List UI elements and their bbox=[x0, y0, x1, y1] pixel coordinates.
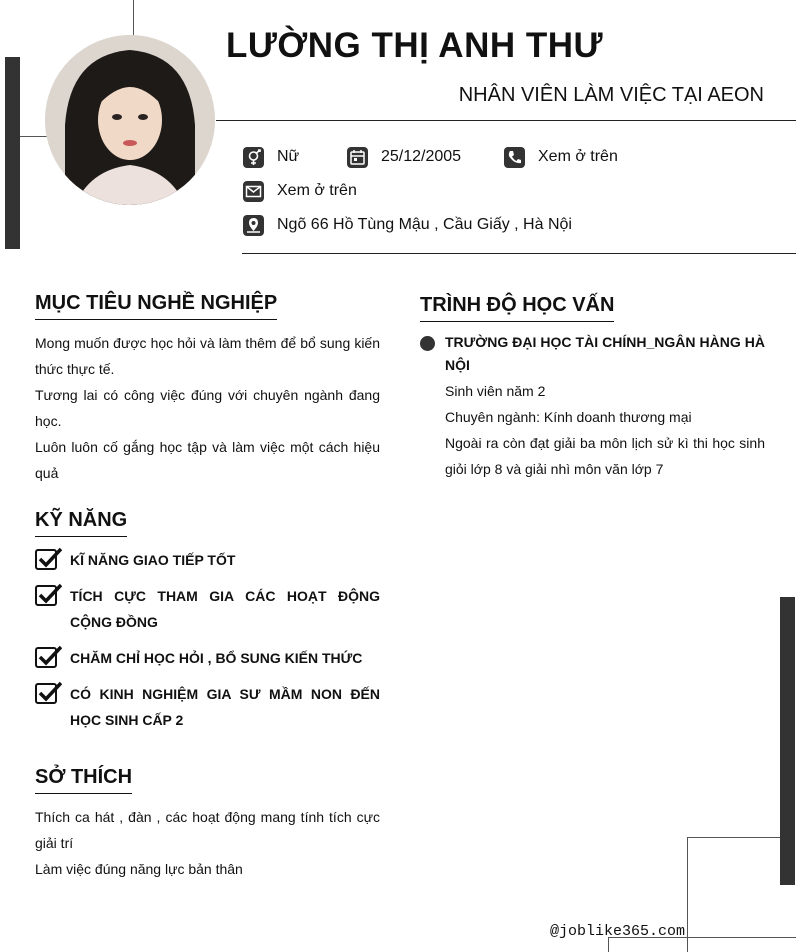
right-accent-bar bbox=[780, 597, 795, 885]
education-detail: Chuyên ngành: Kính doanh thương mại bbox=[445, 409, 692, 425]
bullet-dot-icon bbox=[420, 336, 435, 351]
top-vertical-line bbox=[133, 0, 134, 40]
header-divider bbox=[216, 120, 796, 121]
skill-label: CHĂM CHỈ HỌC HỎI , BỔ SUNG KIẾN THỨC bbox=[70, 650, 363, 666]
info-divider bbox=[242, 253, 796, 254]
school-name: TRƯỜNG ĐẠI HỌC TÀI CHÍNH_NGÂN HÀNG HÀ NỘI bbox=[445, 334, 765, 373]
watermark: @joblike365.com bbox=[550, 923, 686, 940]
checkbox-icon bbox=[35, 681, 62, 704]
objective-line: Tương lai có công việc đúng với chuyên ngành đang học. bbox=[35, 387, 380, 429]
email-icon bbox=[243, 181, 264, 202]
checkbox-icon bbox=[35, 645, 62, 668]
objective-heading: MỤC TIÊU NGHỀ NGHIỆP bbox=[35, 292, 277, 320]
address-value: Ngõ 66 Hồ Tùng Mậu , Cầu Giấy , Hà Nội bbox=[277, 216, 572, 233]
objective-line: Luôn luôn cố gắng học tập và làm việc một cách hiệu quả bbox=[35, 439, 380, 481]
skill-label: TÍCH CỰC THAM GIA CÁC HOẠT ĐỘNG CỘNG ĐỒNG bbox=[70, 588, 380, 630]
hobbies-text bbox=[35, 804, 380, 882]
objective-text bbox=[35, 330, 380, 486]
gender-value: Nữ bbox=[277, 148, 300, 165]
candidate-name: LƯỜNG THỊ ANH THƯ bbox=[226, 26, 604, 65]
job-title: NHÂN VIÊN LÀM VIỆC TẠI AEON bbox=[458, 84, 764, 106]
calendar-icon bbox=[347, 147, 368, 168]
skill-label: CÓ KINH NGHIỆM GIA SƯ MẦM NON ĐẾN HỌC SINH CẤP 2 bbox=[70, 686, 380, 728]
corner-frame bbox=[687, 837, 780, 952]
hobby-line: Thích ca hát , đàn , các hoạt động mang tính tích cực giải trí bbox=[35, 809, 380, 851]
avatar-horizontal-line bbox=[20, 136, 50, 137]
education-heading: TRÌNH ĐỘ HỌC VẤN bbox=[420, 294, 614, 322]
checkbox-icon bbox=[35, 547, 62, 570]
objective-line: Mong muốn được học hỏi và làm thêm để bổ sung kiến thức thực tế. bbox=[35, 335, 380, 377]
email-value[interactable]: Xem ở trên bbox=[277, 182, 357, 199]
education-entry bbox=[445, 331, 765, 482]
phone-icon bbox=[504, 147, 525, 168]
phone-value: Xem ở trên bbox=[538, 148, 618, 165]
hobbies-heading: SỞ THÍCH bbox=[35, 766, 132, 794]
education-detail: Sinh viên năm 2 bbox=[445, 383, 546, 399]
skills-heading: KỸ NĂNG bbox=[35, 509, 127, 537]
gender-icon bbox=[243, 147, 264, 168]
skill-label: KĨ NĂNG GIAO TIẾP TỐT bbox=[70, 552, 236, 568]
hobby-line: Làm việc đúng năng lực bản thân bbox=[35, 861, 243, 877]
left-accent-bar bbox=[5, 57, 20, 249]
avatar bbox=[45, 35, 215, 205]
location-icon bbox=[243, 215, 264, 236]
checkbox-icon bbox=[35, 583, 62, 606]
birthday-value: 25/12/2005 bbox=[381, 148, 462, 165]
education-detail: Ngoài ra còn đạt giải ba môn lịch sử kì thi học sinh giỏi lớp 8 và giải nhì môn văn lớp 7 bbox=[445, 435, 765, 477]
